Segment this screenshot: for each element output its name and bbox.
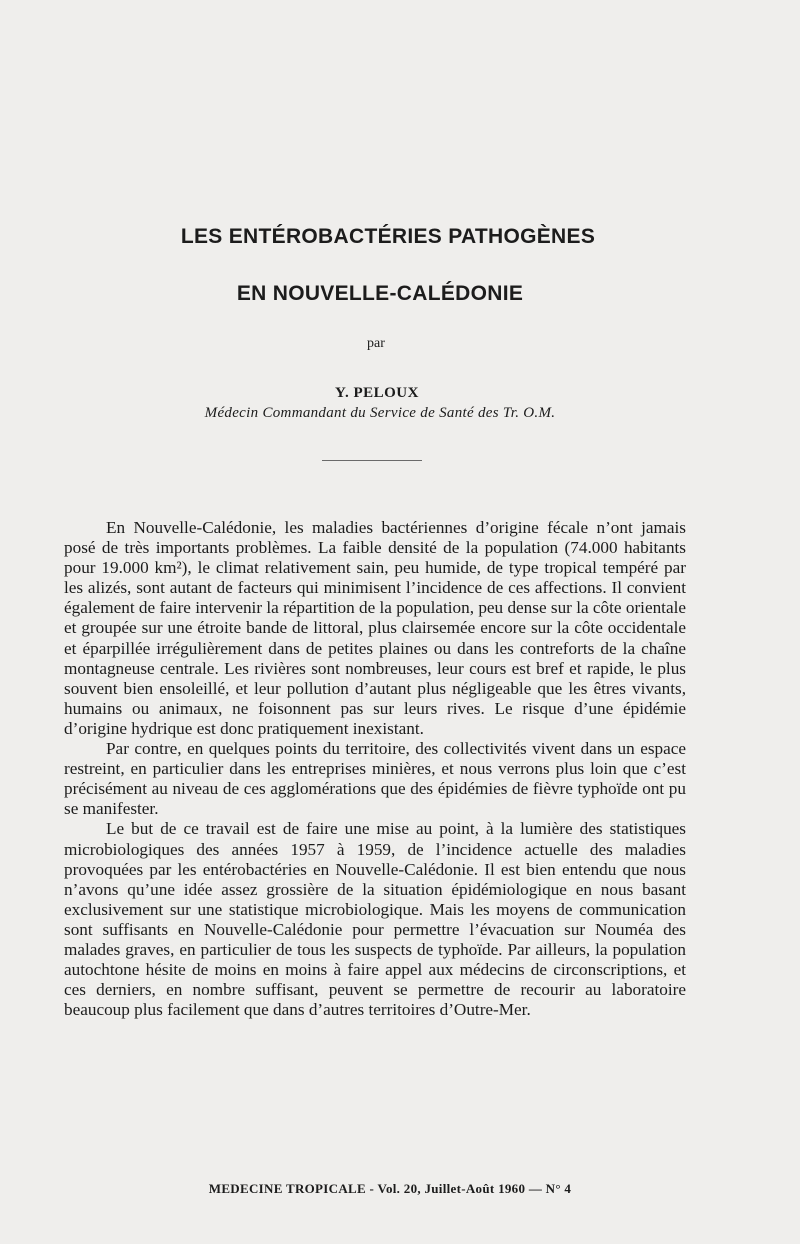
paragraph-3: Le but de ce travail est de faire une mise au point, à la lumière des statistiques microbiologiques des années 1957 à 1959, de l’incidence actuelle des maladies provoquées par les entérobactéries en Nouvelle-Calédonie. Il est bien entendu que nous n’avons qu’une idée assez grossière de la situation épidémiologique en nous basant exclusivement sur une statistique microbiologique. Mais les moyens de communication sont suffisants en Nouvelle-Calédonie pour permettre l’évacuation sur Nouméa des malades graves, en particulier de tous les suspects de typhoïde. Par ailleurs, la population autochtone hésite de moins en moins à faire appel aux médecins de circonscriptions, et ces derniers, en nombre suffisant, peuvent se permettre de recourir au laboratoire beaucoup plus facilement que dans d’autres territoires d’Outre-Mer.	[64, 819, 686, 1020]
title-line-1: LES ENTÉROBACTÉRIES PATHOGÈNES	[180, 225, 596, 248]
article-body	[64, 518, 686, 1020]
paragraph-1: En Nouvelle-Calédonie, les maladies bactériennes d’origine fécale n’ont jamais posé de très importants problèmes. La faible densité de la population (74.000 habitants pour 19.000 km²), le climat relativement sain, peu humide, de type tropical tempéré par les alizés, sont autant de facteurs qui minimisent l’incidence de ces affections. Il convient également de faire intervenir la répartition de la population, peu dense sur la côte orientale et groupée sur une étroite bande de littoral, plus clairsemée encore sur la côte occidentale et éparpillée irrégulièrement dans de petites plaines ou dans les contreforts de la chaîne montagneuse centrale. Les rivières sont nombreuses, leur cours est bref et rapide, le plus souvent bien ensoleillé, et leur pollution d’autant plus négligeable que les êtres vivants, humains ou animaux, ne foisonnent pas sur leurs rives. Le risque d’une épidémie d’origine hydrique est donc pratiquement inexistant.	[64, 518, 686, 738]
separator-rule	[322, 460, 422, 461]
author-name: Y. PELOUX	[335, 385, 419, 401]
journal-footer: MEDECINE TROPICALE - Vol. 20, Juillet-Août 1960 — N° 4	[208, 1181, 572, 1196]
title-line-2: EN NOUVELLE-CALÉDONIE	[236, 282, 524, 305]
by-line: par	[367, 336, 385, 351]
author-affiliation: Médecin Commandant du Service de Santé des Tr. O.M.	[204, 405, 556, 421]
paragraph-2: Par contre, en quelques points du territoire, des collectivités vivent dans un espace restreint, en particulier dans les entreprises minières, et nous verrons plus loin que c’est précisément au niveau de ces agglomérations que des épidémies de fièvre typhoïde ont pu se manifester.	[64, 739, 686, 819]
